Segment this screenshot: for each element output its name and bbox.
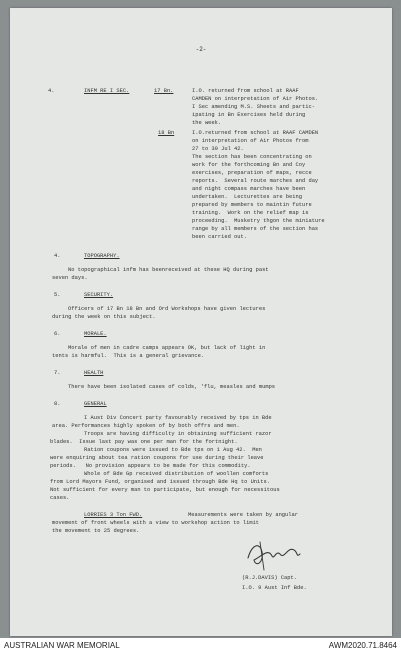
text-line: work for the forthcoming Bn and Coy: [192, 162, 306, 168]
text-line: prepared by members to maintin future: [192, 202, 312, 208]
section-heading: GENERAL: [84, 401, 107, 407]
text-line: Not sufficient for every man to participate, but enough for necessitous: [50, 487, 280, 493]
text-line: range by all members of the section has: [192, 226, 319, 232]
text-line: during the week on this subject.: [52, 314, 156, 320]
text-line: No topographical infm has beenreceived at these HQ during past: [68, 267, 269, 273]
text-line: blades. Issue last pay was one per man for the fortnight.: [50, 439, 238, 445]
text-line: Measurements were taken by angular: [188, 512, 298, 518]
section-heading: TOPOGRAPHY.: [84, 253, 120, 259]
text-line: I.O.returned from school at RAAF CAMDEN: [192, 130, 319, 136]
section-number: 5.: [54, 292, 61, 298]
text-line: on interpretation of Air Photos from: [192, 138, 309, 144]
text-line: proceeding. Musketry thgon the miniature: [192, 218, 325, 224]
text-line: There have been isolated cases of colds, 'flu, measles and mumps: [68, 384, 276, 390]
text-line: I Sec amending M.S. Sheets and partic-: [192, 104, 315, 110]
section-heading: SECURITY.: [84, 292, 114, 298]
page-number: -2-: [195, 46, 207, 53]
document-page: [10, 8, 392, 636]
section-heading: MORALE.: [84, 331, 107, 337]
unit-label: 18 Bn: [158, 130, 175, 136]
section-number: 4.: [48, 88, 55, 94]
text-line: I.O. returned from school at RAAF: [192, 88, 299, 94]
section-heading: INFM RE I SEC.: [84, 88, 130, 94]
text-line: Officers of 17 Bn 18 Bn and Ord Workshops have given lectures: [68, 306, 266, 312]
text-line: the movement to 25 degrees.: [52, 528, 140, 534]
text-line: Ration coupons were issued to Bde tps on 1 Aug 42. Men: [84, 447, 262, 453]
text-line: periods. No provision appears to be made for this commodity.: [50, 463, 251, 469]
footer-left-text: AUSTRALIAN WAR MEMORIAL: [4, 641, 120, 650]
text-line: training. Work on the relief map is: [192, 210, 309, 216]
text-line: movement of front wheels with a view to workshop action to limit: [52, 520, 260, 526]
signature-image: [242, 534, 304, 574]
text-line: from Lord Mayors Fund, organised and issued through Bde Hq to Units.: [50, 479, 270, 485]
text-line: been carried out.: [192, 234, 247, 240]
signature-title: I.O. 9 Aust Inf Bde.: [242, 585, 307, 591]
text-line: area. Performances highly spoken of by both offrs and men.: [52, 423, 240, 429]
text-line: Morale of men in cadre camps appears OK, but lack of light in: [68, 345, 266, 351]
section-heading: HEALTH: [84, 370, 104, 376]
section-number: 6.: [54, 331, 61, 337]
text-line: undertaken. Lecturettes are being: [192, 194, 302, 200]
text-line: tents is harmful. This is a general grievance.: [52, 353, 205, 359]
footer-right-text: AWM2020.71.8464: [328, 641, 397, 650]
text-line: Troops are having difficulty in obtaining sufficient razor: [84, 431, 272, 437]
text-line: seven days.: [52, 275, 88, 281]
text-line: Whole of Bde Gp received distribution of woollen comforts: [84, 471, 269, 477]
text-line: CAMDEN on interpretation of Air Photos.: [192, 96, 319, 102]
text-line: 27 to 30 Jul 42.: [192, 146, 244, 152]
text-line: exercises, preparation of maps, recce: [192, 170, 312, 176]
text-line: were enquiring about tea ration coupons for use during their leave: [50, 455, 264, 461]
lorries-heading: LORRIES 3 Ton FWD.: [84, 512, 143, 518]
section-number: 7.: [54, 370, 61, 376]
section-number: 8.: [54, 401, 61, 407]
text-line: cases.: [50, 495, 70, 501]
signature-name: (R.J.DAVIS) Capt.: [242, 575, 297, 581]
section-number: 4.: [54, 253, 61, 259]
footer-bar: [0, 638, 401, 653]
text-line: the week.: [192, 120, 222, 126]
text-line: The section has been concentrating on: [192, 154, 312, 160]
text-line: and night compass marches have been: [192, 186, 306, 192]
text-line: I Aust Div Concert party favourably received by tps in Bde: [84, 415, 272, 421]
text-line: reports. Several route marches and day: [192, 178, 319, 184]
unit-label: 17 Bn.: [154, 88, 174, 94]
text-line: ipating in Bn Exercises held during: [192, 112, 306, 118]
